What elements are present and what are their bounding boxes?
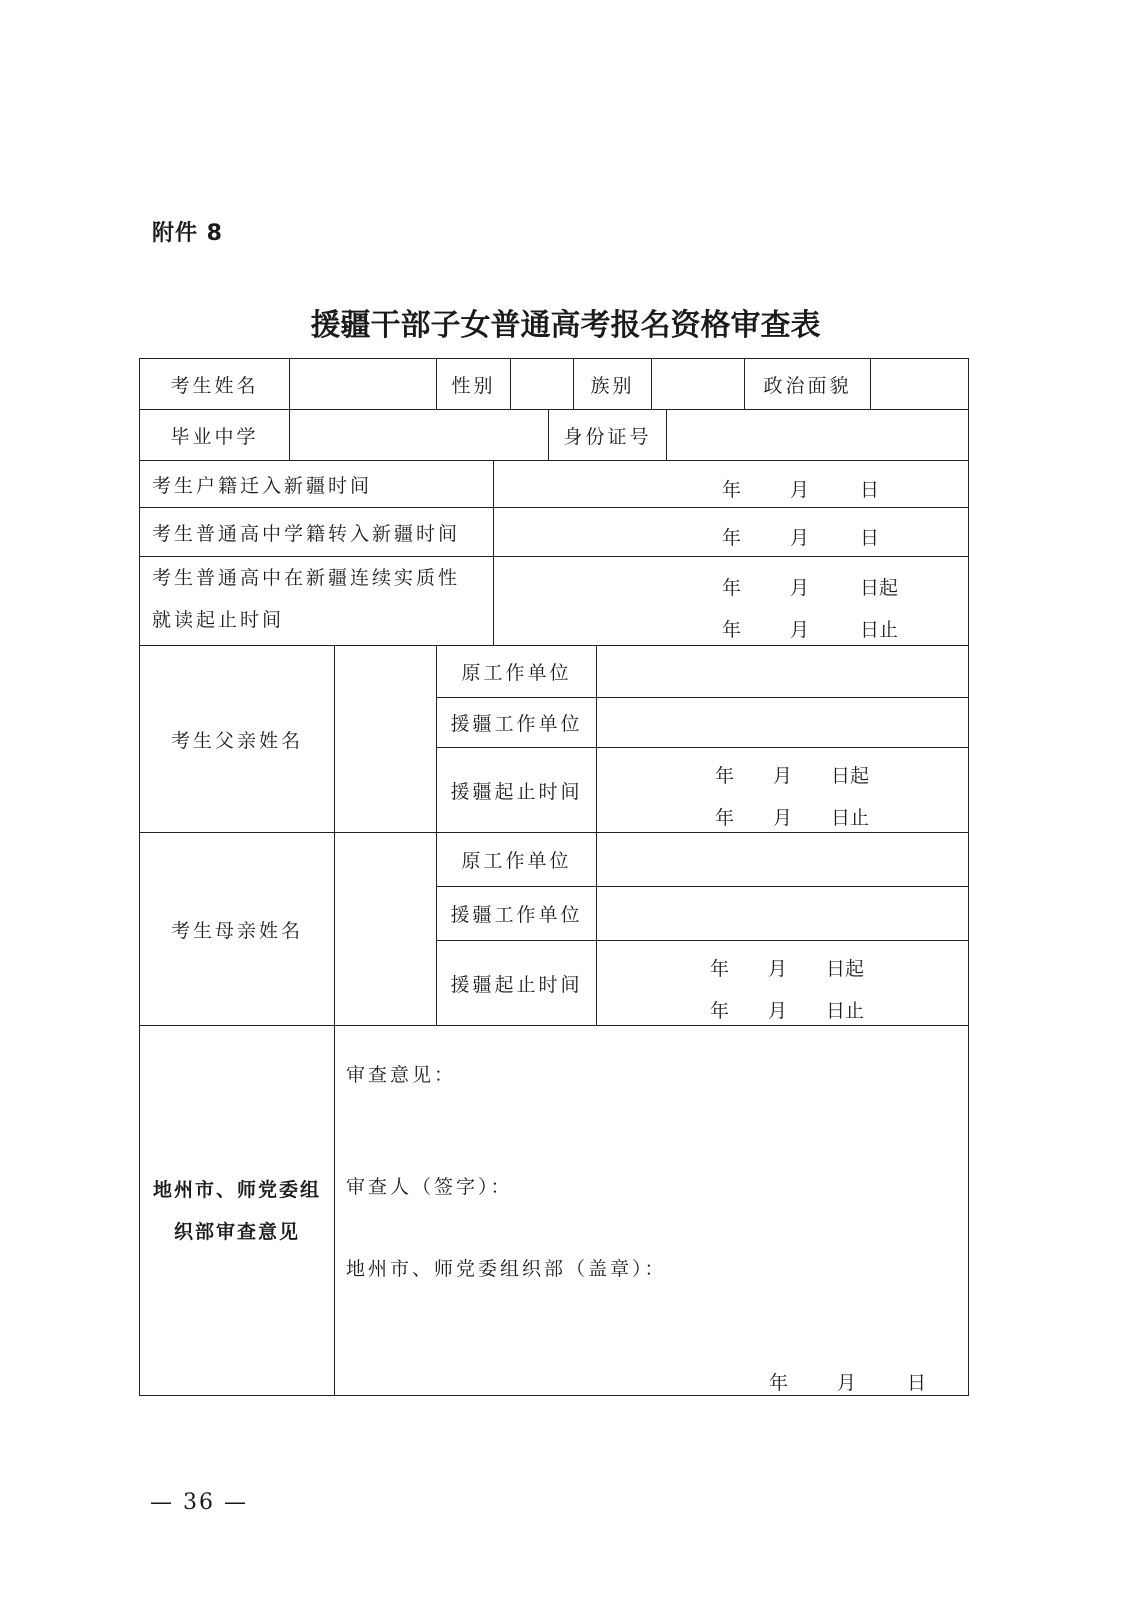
org-seal-label: 地州市、师党委组织部（盖章）： (346, 1258, 667, 1280)
father-aid-start-date[interactable] (597, 761, 968, 785)
continuous-study-label-line1: 考生普通高中在新疆连续实质性 (152, 567, 461, 589)
political-status-input[interactable] (871, 359, 968, 409)
month-unit: 月 (768, 1000, 788, 1022)
form-title: 援疆干部子女普通高考报名资格审查表 (310, 308, 821, 343)
father-orig-unit-input[interactable] (597, 646, 968, 697)
year-unit: 年 (722, 527, 742, 549)
mother-name-label: 考生母亲姓名 (170, 919, 303, 942)
continuous-study-start-date[interactable] (494, 573, 968, 597)
ethnicity-label: 族别 (590, 374, 635, 397)
continuous-study-label (140, 557, 493, 645)
end-suffix: 日止 (826, 1000, 865, 1022)
start-suffix: 日起 (831, 765, 870, 787)
gender-input[interactable] (511, 359, 573, 409)
review-section-label-line1: 地州市、师党委组 (152, 1178, 321, 1201)
day-unit: 日 (860, 479, 880, 501)
mother-aid-end-date[interactable] (597, 996, 968, 1020)
year-unit: 年 (710, 958, 730, 980)
school-input[interactable] (290, 410, 548, 460)
father-aid-period-label: 援疆起止时间 (450, 780, 583, 803)
continuous-study-label-line2: 就读起止时间 (152, 609, 285, 631)
father-name-label: 考生父亲姓名 (170, 729, 303, 752)
year-unit: 年 (769, 1372, 789, 1394)
enrollment-transfer-date[interactable] (494, 523, 968, 547)
month-unit: 月 (790, 527, 810, 549)
review-section-label (140, 1026, 334, 1395)
start-suffix: 日起 (860, 577, 899, 599)
household-transfer-label: 考生户籍迁入新疆时间 (152, 474, 373, 497)
mother-aid-start-date[interactable] (597, 954, 968, 978)
year-unit: 年 (722, 577, 742, 599)
id-number-label: 身份证号 (563, 425, 652, 448)
name-input[interactable] (290, 359, 436, 409)
reviewer-signature-label: 审查人（签字）： (346, 1176, 513, 1198)
review-opinion-label: 审查意见： (346, 1064, 457, 1086)
continuous-study-end-date[interactable] (494, 615, 968, 639)
table-border-bottom (139, 1395, 969, 1396)
mother-aid-unit-input[interactable] (597, 887, 968, 940)
table-border-right (968, 358, 969, 1396)
name-label: 考生姓名 (170, 374, 259, 397)
month-unit: 月 (790, 619, 810, 641)
year-unit: 年 (715, 765, 735, 787)
year-unit: 年 (710, 1000, 730, 1022)
end-suffix: 日止 (860, 619, 899, 641)
father-name-input[interactable] (335, 646, 436, 832)
id-number-input[interactable] (667, 410, 968, 460)
mother-orig-unit-input[interactable] (597, 833, 968, 886)
ethnicity-input[interactable] (652, 359, 744, 409)
month-unit: 月 (773, 765, 793, 787)
review-section-label-line2: 织部审查意见 (173, 1220, 300, 1243)
mother-aid-period-label: 援疆起止时间 (450, 973, 583, 996)
month-unit: 月 (773, 807, 793, 829)
father-aid-end-date[interactable] (597, 803, 968, 827)
review-date[interactable] (335, 1368, 968, 1392)
day-unit: 日 (860, 527, 880, 549)
year-unit: 年 (715, 807, 735, 829)
mother-name-input[interactable] (335, 833, 436, 1025)
mother-aid-unit-label: 援疆工作单位 (450, 904, 583, 926)
page-number: — 36 — (150, 1490, 248, 1515)
school-label: 毕业中学 (170, 425, 259, 448)
end-suffix: 日止 (831, 807, 870, 829)
day-unit: 日 (907, 1372, 927, 1394)
household-transfer-date[interactable] (494, 475, 968, 499)
start-suffix: 日起 (826, 958, 865, 980)
father-aid-unit-label: 援疆工作单位 (450, 713, 583, 735)
attachment-label: 附件 8 (152, 221, 223, 246)
month-unit: 月 (768, 958, 788, 980)
month-unit: 月 (790, 479, 810, 501)
father-aid-unit-input[interactable] (597, 698, 968, 747)
year-unit: 年 (722, 619, 742, 641)
political-status-label: 政治面貌 (763, 374, 852, 397)
gender-label: 性别 (451, 374, 496, 397)
mother-orig-unit-label: 原工作单位 (461, 850, 572, 872)
enrollment-transfer-label: 考生普通高中学籍转入新疆时间 (152, 522, 461, 545)
year-unit: 年 (722, 479, 742, 501)
father-orig-unit-label: 原工作单位 (461, 662, 572, 684)
month-unit: 月 (837, 1372, 857, 1394)
month-unit: 月 (790, 577, 810, 599)
